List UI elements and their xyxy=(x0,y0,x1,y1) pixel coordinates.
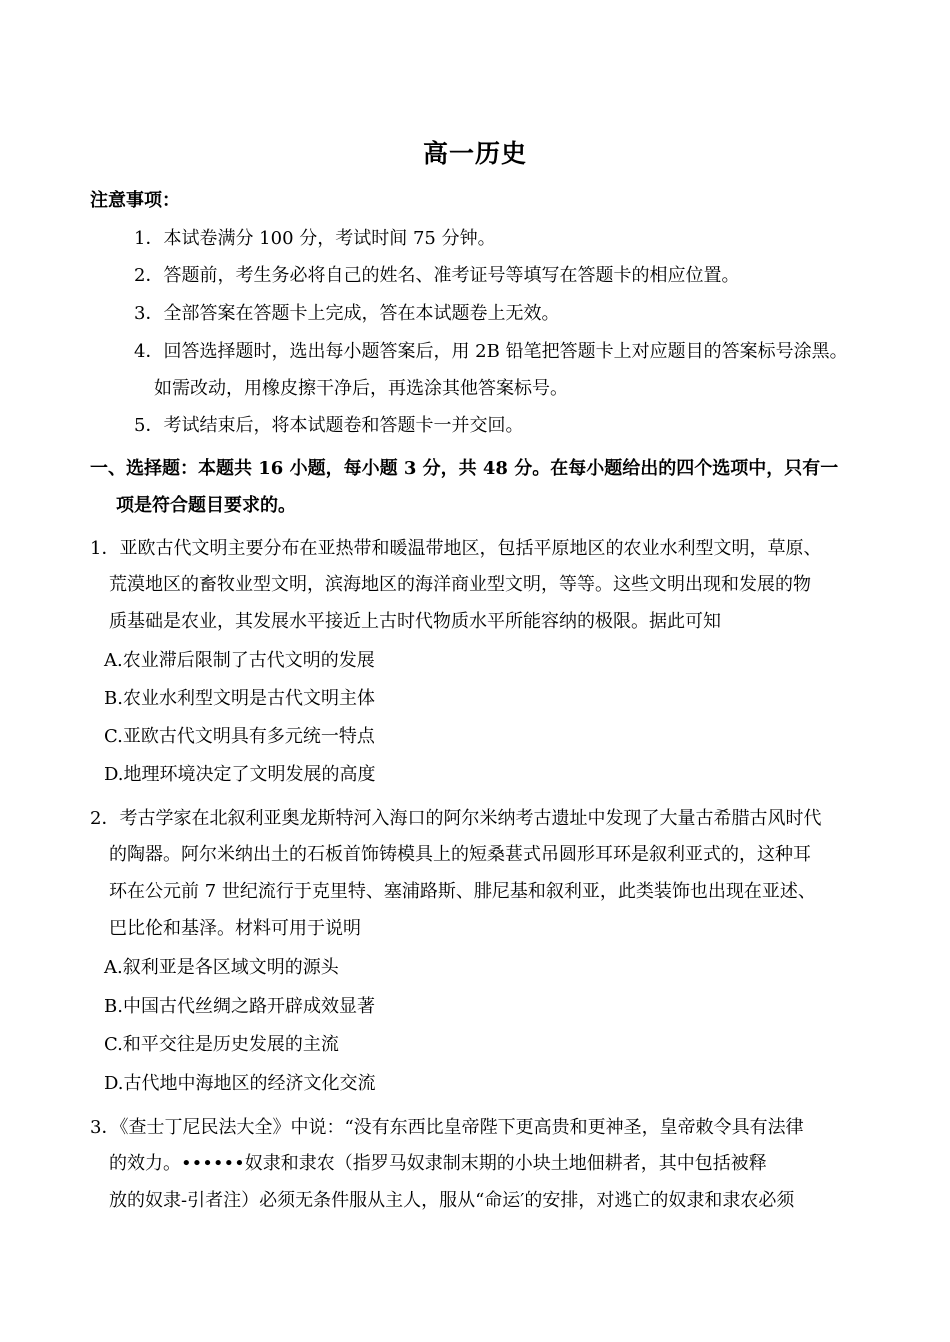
notice-item: 4．回答选择题时，选出每小题答案后，用 2B 铅笔把答题卡上对应题目的答案标号涂黑。 xyxy=(134,341,848,362)
question-1-option-c: C.亚欧古代文明具有多元统一特点 xyxy=(104,726,375,747)
question-2-stem: 巴比伦和基泽。材料可用于说明 xyxy=(109,918,361,939)
question-1-stem: 1．亚欧古代文明主要分布在亚热带和暖温带地区，包括平原地区的农业水利型文明，草原、 xyxy=(90,538,822,559)
question-3-stem: 放的奴隶-引者注）必须无条件服从主人，服从“命运′的安排，对逃亡的奴隶和隶农必须 xyxy=(109,1190,795,1211)
notice-item: 5．考试结束后，将本试题卷和答题卡一并交回。 xyxy=(134,415,524,436)
question-1-option-a: A.农业滞后限制了古代文明的发展 xyxy=(104,650,375,671)
question-1-option-b: B.农业水利型文明是古代文明主体 xyxy=(104,688,375,709)
question-2-stem: 2．考古学家在北叙利亚奥龙斯特河入海口的阿尔米纳考古遗址中发现了大量古希腊古风时代 xyxy=(90,808,822,829)
question-3-stem: 的效力。••••••奴隶和隶农（指罗马奴隶制末期的小块土地佃耕者，其中包括被释 xyxy=(109,1153,767,1174)
question-2-option-c: C.和平交往是历史发展的主流 xyxy=(104,1034,339,1055)
question-2-stem: 环在公元前 7 世纪流行于克里特、塞浦路斯、腓尼基和叙利亚，此类装饰也出现在亚述、 xyxy=(109,881,816,902)
section-heading-continuation: 项是符合题目要求的。 xyxy=(116,495,296,516)
page-title: 高一历史 xyxy=(422,139,527,168)
question-1-option-d: D.地理环境决定了文明发展的高度 xyxy=(104,764,376,785)
question-3-stem: 3．《查士丁尼民法大全》中说：“没有东西比皇帝陛下更高贵和更神圣，皇帝敕令具有法律 xyxy=(90,1117,804,1138)
question-2-option-b: B.中国古代丝绸之路开辟成效显著 xyxy=(104,996,375,1017)
question-2-option-a: A.叙利亚是各区域文明的源头 xyxy=(104,957,339,978)
question-1-stem: 荒漠地区的畜牧业型文明，滨海地区的海洋商业型文明，等等。这些文明出现和发展的物 xyxy=(109,574,811,595)
notice-heading: 注意事项： xyxy=(90,190,180,211)
section-heading: 一、选择题：本题共 16 小题，每小题 3 分，共 48 分。在每小题给出的四个选项中，只有一 xyxy=(90,458,839,479)
question-1-stem: 质基础是农业，其发展水平接近上古时代物质水平所能容纳的极限。据此可知 xyxy=(109,611,721,632)
notice-item: 2．答题前，考生务必将自己的姓名、准考证号等填写在答题卡的相应位置。 xyxy=(134,265,740,286)
notice-item: 3．全部答案在答题卡上完成，答在本试题卷上无效。 xyxy=(134,303,560,324)
notice-item-continuation: 如需改动，用橡皮擦干净后，再选涂其他答案标号。 xyxy=(154,378,568,399)
notice-item: 1．本试卷满分 100 分，考试时间 75 分钟。 xyxy=(134,228,496,249)
question-2-stem: 的陶器。阿尔米纳出土的石板首饰铸模具上的短桑葚式吊圆形耳环是叙利亚式的，这种耳 xyxy=(109,844,811,865)
question-2-option-d: D.古代地中海地区的经济文化交流 xyxy=(104,1073,376,1094)
